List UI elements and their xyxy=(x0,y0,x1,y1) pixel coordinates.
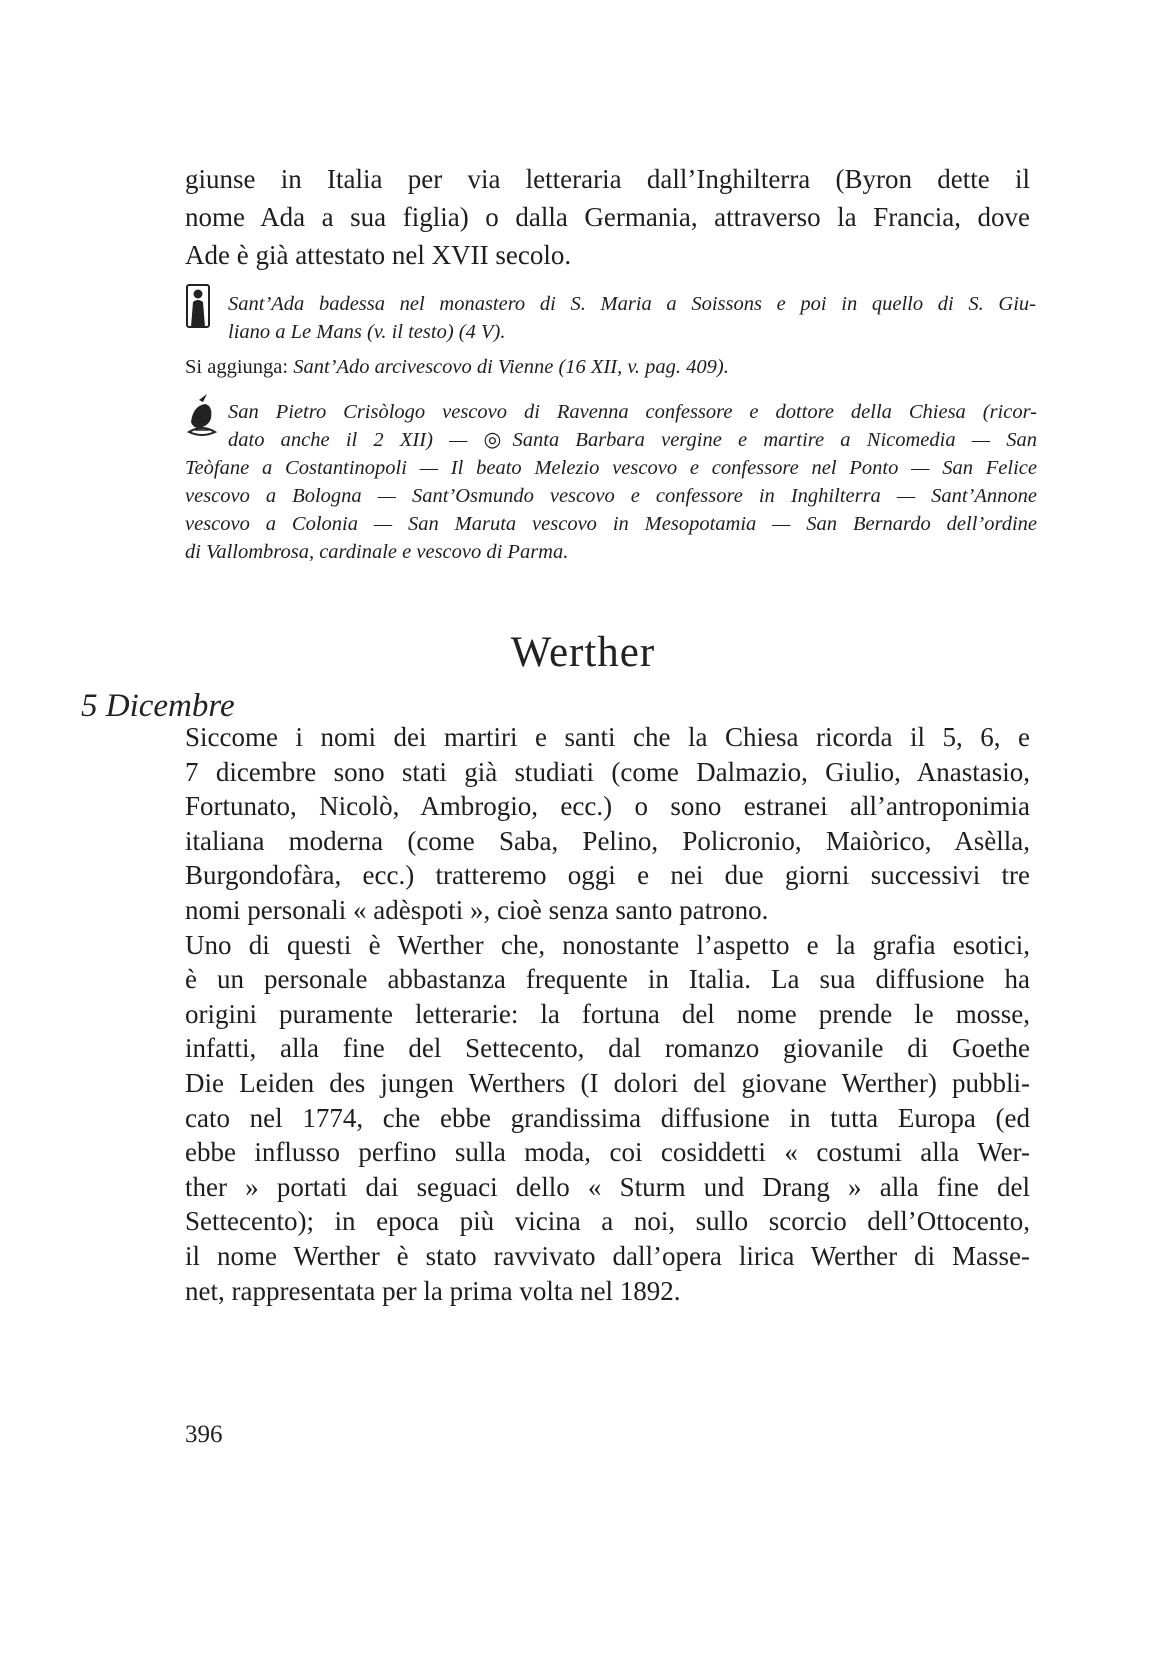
saint-note-addendum xyxy=(185,353,1045,381)
intro-line: Ade è già attestato nel XVII secolo. xyxy=(185,240,572,270)
body-line: net, rappresentata per la prima volta nel 1892. xyxy=(185,1275,681,1306)
saint-note-line: di Vallombrosa, cardinale e vescovo di Parma. xyxy=(185,541,569,563)
body-line: cato nel 1774, che ebbe grandissima diffusione in tutta Europa (ed xyxy=(185,1102,1030,1133)
body-line: Settecento); in epoca più vicina a noi, sullo scorcio dell’Ottocento, xyxy=(185,1206,1030,1237)
intro-paragraph xyxy=(185,160,1030,274)
saint-note-line: Sant’Ada badessa nel monastero di S. Maria a Soissons e poi in quello di S. Giu- xyxy=(228,293,1036,315)
standing-saint-icon xyxy=(185,282,211,335)
section-date: 5 Dicembre xyxy=(81,688,235,724)
addendum-label: Si aggiunga: xyxy=(185,356,289,378)
intro-line: nome Ada a sua figlia) o dalla Germania, attraverso la Francia, dove xyxy=(185,202,1030,232)
section-title: Werther xyxy=(510,629,656,676)
saint-note-line: dato anche il 2 XII) — ◎Santa Barbara vergine e martire a Nicomedia — San xyxy=(228,429,1037,451)
addendum-text: Sant’Ado arcivescovo di Vienne (16 XII, v. pag. 409). xyxy=(293,356,729,378)
body-line: nomi personali « adèspoti », cioè senza santo patrono. xyxy=(185,894,769,925)
body-line: il nome Werther è stato ravvivato dall’opera lirica Werther di Masse- xyxy=(185,1240,1030,1271)
body-line: infatti, alla fine del Settecento, dal romanzo giovanile di Goethe xyxy=(185,1033,1030,1064)
body-text xyxy=(185,720,1030,1308)
saint-note-first xyxy=(228,290,1036,346)
saint-note-line: liano a Le Mans (v. il testo) (4 V). xyxy=(228,321,506,343)
body-line: Die Leiden des jungen Werthers (I dolori del giovane Werther) pubbli- xyxy=(185,1067,1030,1098)
body-line: ebbe influsso perfino sulla moda, coi cosiddetti « costumi alla Wer- xyxy=(185,1137,1030,1168)
intro-line: giunse in Italia per via letteraria dall’Inghilterra (Byron dette il xyxy=(185,164,1030,194)
body-line: Fortunato, Nicolò, Ambrogio, ecc.) o sono estranei all’antroponimia xyxy=(185,791,1030,822)
saint-note-line: vescovo a Bologna — Sant’Osmundo vescovo e confessore in Inghilterra — Sant’Annone xyxy=(185,485,1037,507)
body-line: italiana moderna (come Saba, Pelino, Policronio, Maiòrico, Asèlla, xyxy=(185,825,1030,856)
body-line: ther » portati dai seguaci dello « Sturm und Drang » alla fine del xyxy=(185,1171,1030,1202)
body-line: è un personale abbastanza frequente in Italia. La sua diffusione ha xyxy=(185,964,1030,995)
saint-note-line: Teòfane a Costantinopoli — Il beato Melezio vescovo e confessore nel Ponto — San Felice xyxy=(185,457,1037,479)
page-number: 396 xyxy=(185,1421,223,1448)
saint-note-line: San Pietro Crisòlogo vescovo di Ravenna confessore e dottore della Chiesa (ricor- xyxy=(228,401,1037,423)
body-line: Uno di questi è Werther che, nonostante l’aspetto e la grafia esotici, xyxy=(185,929,1030,960)
body-line: 7 dicembre sono stati già studiati (come Dalmazio, Giulio, Anastasio, xyxy=(185,756,1030,787)
saint-note-line: vescovo a Colonia — San Maruta vescovo in Mesopotamia — San Bernardo dell’ordine xyxy=(185,513,1037,535)
body-line: origini puramente letterarie: la fortuna del nome prende le mosse, xyxy=(185,998,1030,1029)
body-line: Siccome i nomi dei martiri e santi che la Chiesa ricorda il 5, 6, e xyxy=(185,722,1030,752)
body-line: Burgondofàra, ecc.) tratteremo oggi e nei due giorni successivi tre xyxy=(185,860,1030,891)
saint-note-second xyxy=(185,398,1037,566)
